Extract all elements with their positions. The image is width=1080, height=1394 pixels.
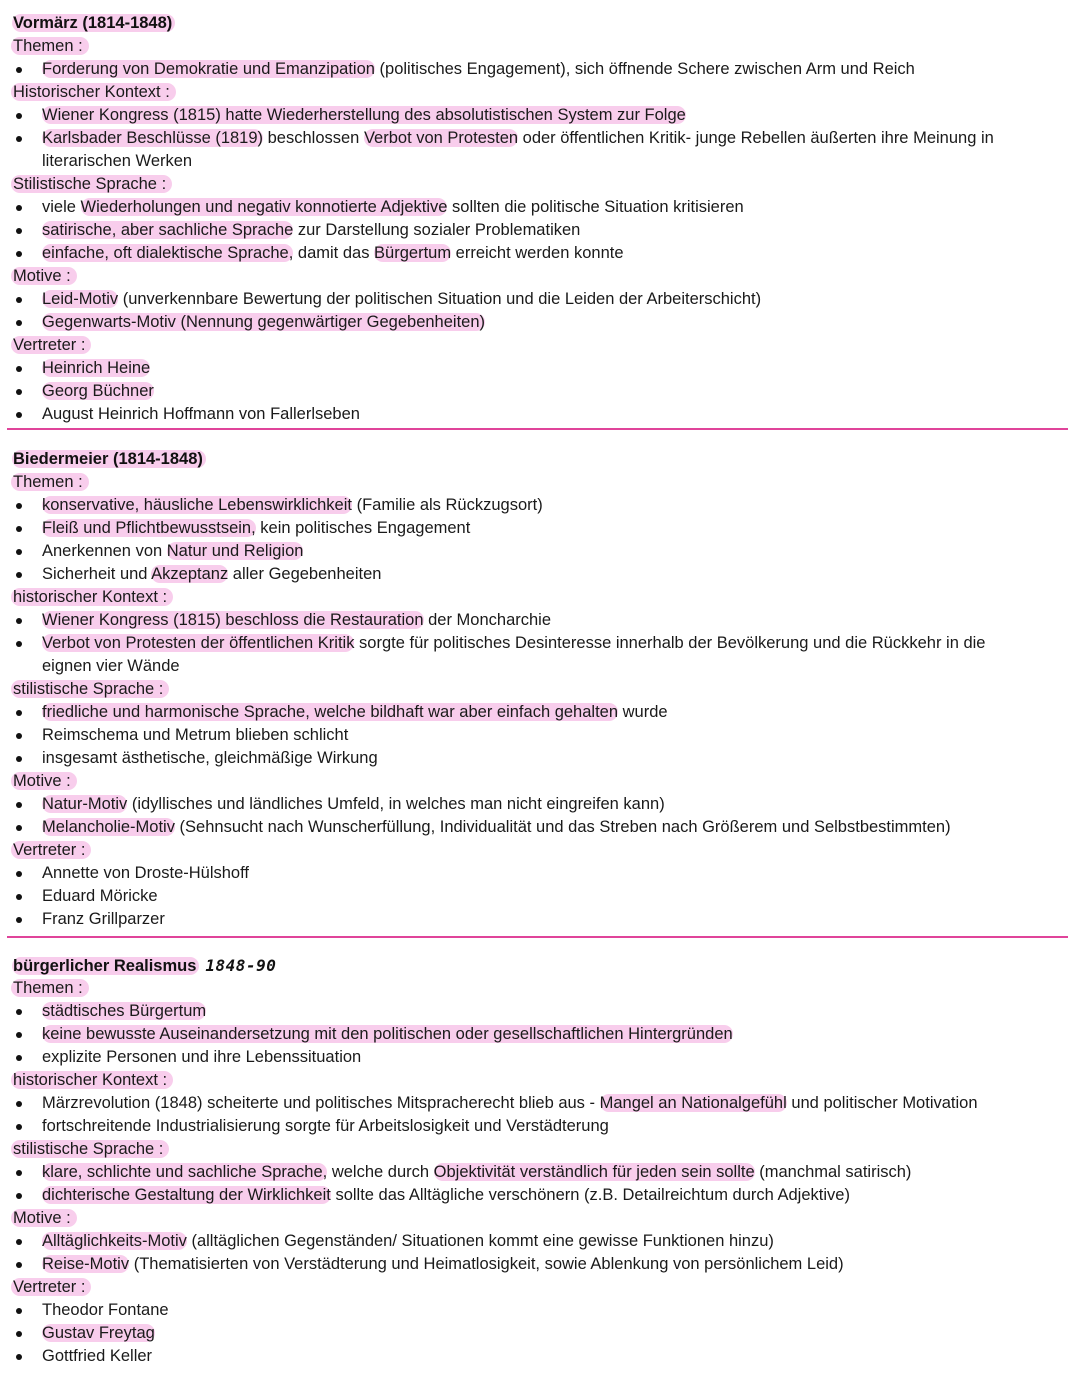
section-title: Vormärz (1814-1848) bbox=[13, 12, 175, 35]
list-item: Märzrevolution (1848) scheiterte und politisches Mitspracherecht blieb aus - Mangel an Nationalgefühl und politischer Motivation bbox=[42, 1092, 978, 1115]
list-item: Wiener Kongress (1815) beschloss die Restauration der Moncharchie bbox=[42, 609, 551, 632]
list-item: Melancholie-Motiv (Sehnsucht nach Wunscherfüllung, Individualität und das Streben nach Größerem und Selbstbestimmten) bbox=[42, 816, 951, 839]
section-divider bbox=[7, 936, 1068, 938]
handwritten-date: 1848-90 bbox=[205, 956, 277, 975]
list-item: Gegenwarts-Motiv (Nennung gegenwärtiger Gegebenheiten) bbox=[42, 311, 485, 334]
list-item: keine bewusste Auseinandersetzung mit den politischen oder gesellschaftlichen Hintergründen bbox=[42, 1023, 733, 1046]
list-item: viele Wiederholungen und negativ konnotierte Adjektive sollten die politische Situation kritisieren bbox=[42, 196, 744, 219]
list-item: satirische, aber sachliche Sprache zur Darstellung sozialer Problematiken bbox=[42, 219, 580, 242]
list-item: Anerkennen von Natur und Religion bbox=[42, 540, 303, 563]
list-item: Karlsbader Beschlüsse (1819) beschlossen Verbot von Protesten oder öffentlichen Kritik- junge Rebellen äußerten ihre Meinung in bbox=[42, 127, 994, 150]
list-item: dichterische Gestaltung der Wirklichkeit sollte das Alltägliche verschönern (z.B. Detailreichtum durch Adjektive) bbox=[42, 1184, 850, 1207]
list-item: klare, schlichte und sachliche Sprache, welche durch Objektivität verständlich für jeden sein sollte (manchmal satirisch) bbox=[42, 1161, 911, 1184]
list-item: explizite Personen und ihre Lebenssituation bbox=[42, 1046, 361, 1069]
heading-themen: Themen : bbox=[13, 977, 89, 1000]
list-item: einfache, oft dialektische Sprache, damit das Bürgertum erreicht werden konnte bbox=[42, 242, 624, 265]
section-title: Biedermeier (1814-1848) bbox=[13, 448, 206, 471]
list-item: Fleiß und Pflichtbewusstsein, kein politisches Engagement bbox=[42, 517, 470, 540]
list-item-continuation: eignen vier Wände bbox=[42, 657, 180, 675]
list-item: Alltäglichkeits-Motiv (alltäglichen Gegenständen/ Situationen kommt eine gewisse Funktionen hinzu) bbox=[42, 1230, 774, 1253]
list-item: friedliche und harmonische Sprache, welche bildhaft war aber einfach gehalten wurde bbox=[42, 701, 668, 724]
list-item: Verbot von Protesten der öffentlichen Kritik sorgte für politisches Desinteresse innerhalb der Bevölkerung und die Rückkehr in die bbox=[42, 632, 985, 655]
heading-themen: Themen : bbox=[13, 471, 89, 494]
list-item: Eduard Möricke bbox=[42, 885, 158, 908]
list-item: Gottfried Keller bbox=[42, 1345, 152, 1368]
heading-motive: Motive : bbox=[13, 265, 77, 288]
section-title: bürgerlicher Realismus 1848-90 bbox=[13, 956, 277, 975]
list-item: Natur-Motiv (idyllisches und ländliches Umfeld, in welches man nicht eingreifen kann) bbox=[42, 793, 665, 816]
list-item: fortschreitende Industrialisierung sorgte für Arbeitslosigkeit und Verstädterung bbox=[42, 1115, 609, 1138]
list-item: Reimschema und Metrum blieben schlicht bbox=[42, 724, 348, 747]
list-item: Wiener Kongress (1815) hatte Wiederherstellung des absolutistischen System zur Folge bbox=[42, 104, 686, 127]
list-item: Theodor Fontane bbox=[42, 1299, 169, 1322]
heading-vertreter: Vertreter : bbox=[13, 1276, 91, 1299]
list-item: Leid-Motiv (unverkennbare Bewertung der politischen Situation und die Leiden der Arbeiterschicht) bbox=[42, 288, 761, 311]
list-item: August Heinrich Hoffmann von Fallerlseben bbox=[42, 403, 360, 426]
heading-sprache: stilistische Sprache : bbox=[13, 678, 169, 701]
heading-kontext: historischer Kontext : bbox=[13, 1069, 173, 1092]
list-item: konservative, häusliche Lebenswirklichkeit (Familie als Rückzugsort) bbox=[42, 494, 543, 517]
list-item: Sicherheit und Akzeptanz aller Gegebenheiten bbox=[42, 563, 381, 586]
list-item: Annette von Droste-Hülshoff bbox=[42, 862, 249, 885]
heading-kontext: Historischer Kontext : bbox=[13, 81, 176, 104]
heading-vertreter: Vertreter : bbox=[13, 839, 91, 862]
list-item: Franz Grillparzer bbox=[42, 908, 165, 931]
list-item: städtisches Bürgertum bbox=[42, 1000, 206, 1023]
heading-motive: Motive : bbox=[13, 1207, 77, 1230]
heading-kontext: historischer Kontext : bbox=[13, 586, 173, 609]
heading-sprache: Stilistische Sprache : bbox=[13, 173, 172, 196]
list-item: Georg Büchner bbox=[42, 380, 154, 403]
section-divider bbox=[7, 428, 1068, 430]
list-item: Reise-Motiv (Thematisierten von Verstädterung und Heimatlosigkeit, sowie Ablenkung von persönlichem Leid) bbox=[42, 1253, 844, 1276]
heading-sprache: stilistische Sprache : bbox=[13, 1138, 169, 1161]
list-item: insgesamt ästhetische, gleichmäßige Wirkung bbox=[42, 747, 378, 770]
heading-themen: Themen : bbox=[13, 35, 89, 58]
list-item: Forderung von Demokratie und Emanzipation (politisches Engagement), sich öffnende Schere zwischen Arm und Reich bbox=[42, 58, 915, 81]
list-item: Gustav Freytag bbox=[42, 1322, 155, 1345]
heading-motive: Motive : bbox=[13, 770, 77, 793]
list-item-continuation: literarischen Werken bbox=[42, 152, 193, 170]
list-item: Heinrich Heine bbox=[42, 357, 150, 380]
heading-vertreter: Vertreter : bbox=[13, 334, 91, 357]
